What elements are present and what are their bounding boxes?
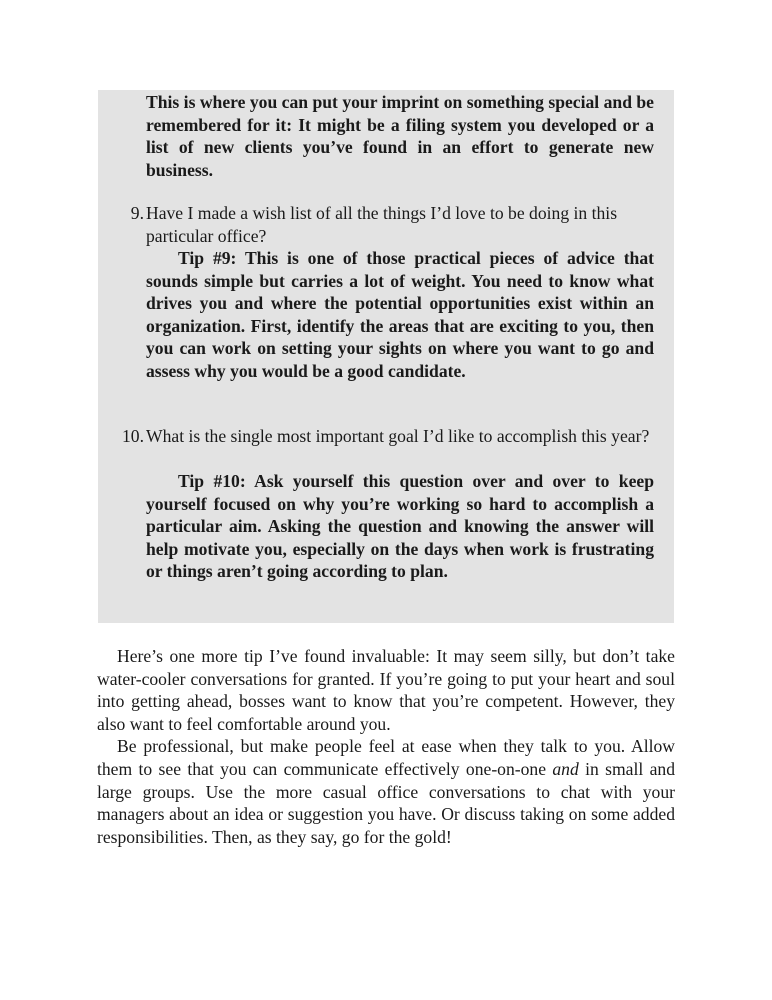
tips-sidebar xyxy=(98,90,674,623)
tip-9 xyxy=(146,247,654,383)
question-number: 10. xyxy=(122,426,144,446)
question-10 xyxy=(98,425,654,448)
question-number: 9. xyxy=(130,203,144,223)
question-text: What is the single most important goal I’d like to accomplish this year? xyxy=(146,426,650,446)
body-text xyxy=(97,645,675,848)
tip-text: This is one of those practical pieces of advice that sounds simple but carries a lot of weight. You need to know what drives you and where the potential opportunities exist within an organization. First, identify the areas that are exciting to you, then you can work on setting your sights on where you want to go and assess why you would be a good candidate. xyxy=(146,248,654,381)
emphasized-word: and xyxy=(552,758,579,779)
paragraph-text: in small and large groups. Use the more casual office conversations to chat with your managers about an idea or suggestion you have. Or discuss taking on some added responsibilities. Then, as they say, go for the gold! xyxy=(97,758,675,847)
paragraph xyxy=(97,735,675,848)
paragraph: Here’s one more tip I’ve found invaluable: It may seem silly, but don’t take water-cooler conversations for granted. If you’re going to put your heart and soul into getting ahead, bosses want to know that you’re competent. However, they also want to feel comfortable around you. xyxy=(97,646,675,734)
tip-label: Tip #9: xyxy=(178,248,237,268)
tip-text: Ask yourself this question over and over to keep yourself focused on why you’re working so hard to accomplish a particular aim. Asking the question and knowing the answer will help motivate you, especially on the days when work is frustrating or things aren’t going according to plan. xyxy=(146,471,654,582)
paragraph-text: Be professional, but make people feel at ease when they talk to you. Allow them to see that you can communicate effectively one-on-one xyxy=(97,736,675,779)
tip-label: Tip #10: xyxy=(178,471,246,491)
continued-tip-8: This is where you can put your imprint on something special and be remembered for it: It might be a filing system you developed or a list of new clients you’ve found in an effort to generate new business. xyxy=(146,92,654,180)
question-text: Have I made a wish list of all the things I’d love to be doing in this particular office? xyxy=(146,203,618,246)
question-9 xyxy=(98,202,654,247)
tip-10 xyxy=(146,470,654,583)
